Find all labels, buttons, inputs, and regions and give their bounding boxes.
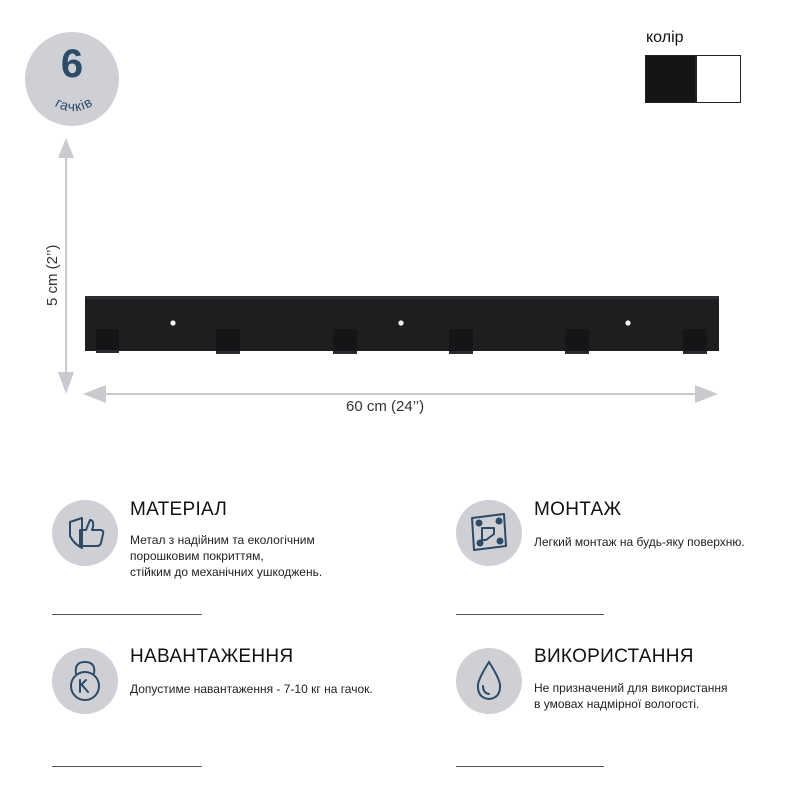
desc-line: Допустиме навантаження - 7-10 кг на гачок. [130, 682, 373, 696]
height-arrow-bottom [58, 372, 74, 394]
hook [683, 329, 707, 353]
feature-desc-usage [534, 680, 728, 712]
hooks-count-number: 6 [60, 42, 84, 86]
mounting-plate-icon [456, 500, 522, 566]
width-arrow-right [695, 385, 718, 403]
screw-hole [398, 320, 403, 325]
feature-title-mounting: МОНТАЖ [534, 499, 622, 520]
hook [216, 329, 240, 353]
desc-line: Не призначений для використання [534, 681, 728, 695]
desc-line: порошковим покриттям, [130, 549, 264, 563]
screw-hole [625, 320, 630, 325]
feature-desc-material [130, 532, 322, 580]
water-drop-icon [456, 648, 522, 714]
desc-line: стійким до механічних ушкоджень. [130, 565, 323, 579]
feature-title-material: МАТЕРІАЛ [130, 499, 228, 520]
hook-rail-product [85, 295, 725, 360]
feature-divider [456, 766, 604, 767]
screw-hole [170, 320, 175, 325]
feature-divider [52, 766, 202, 767]
height-arrow-top [58, 138, 74, 158]
usage-feature-icon [456, 648, 522, 714]
hook [449, 329, 473, 353]
desc-line: Легкий монтаж на будь-яку поверхню. [534, 535, 745, 549]
width-arrow-left [83, 385, 106, 403]
feature-desc-load [130, 681, 373, 697]
color-label: колір [646, 29, 684, 46]
material-feature-icon [52, 500, 118, 566]
hook [333, 329, 357, 353]
load-feature-icon [52, 648, 118, 714]
height-dimension-label: 5 cm (2’’) [44, 244, 61, 306]
feature-desc-mounting [534, 534, 745, 550]
feature-divider [456, 614, 604, 615]
width-dimension-label: 60 cm (24’’) [346, 398, 425, 415]
feature-title-usage: ВИКОРИСТАННЯ [534, 646, 694, 667]
desc-line: Метал з надійним та екологічним [130, 533, 315, 547]
desc-line: в умовах надмірної вологості. [534, 697, 700, 711]
mounting-feature-icon [456, 500, 522, 566]
hook [565, 329, 589, 353]
thumbs-up-shield-icon [52, 500, 118, 566]
hooks-count-label: гачків [52, 93, 96, 115]
feature-title-load: НАВАНТАЖЕННЯ [130, 646, 294, 667]
kettlebell-icon [52, 648, 118, 714]
feature-divider [52, 614, 202, 615]
hook [96, 329, 119, 352]
